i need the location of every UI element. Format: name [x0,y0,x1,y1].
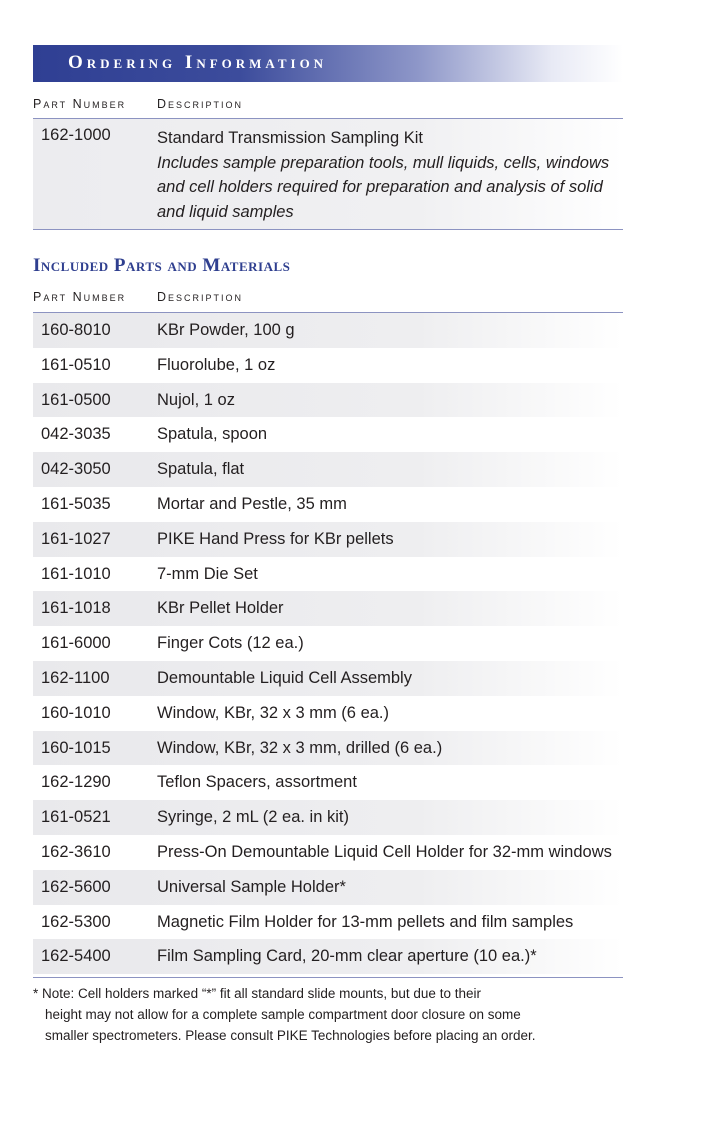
ordering-item-details: Includes sample preparation tools, mull liquids, cells, windows and cell holders required for preparation and analysis of solid and liquid samples [157,153,610,221]
table-row [33,731,623,766]
part-description: Syringe, 2 mL (2 ea. in kit) [157,808,349,827]
ordering-information-banner [33,45,623,82]
table-row [33,939,623,974]
included-parts-table [33,313,623,974]
table-row [33,591,623,626]
part-description: Window, KBr, 32 x 3 mm, drilled (6 ea.) [157,738,443,757]
table-row [33,626,623,661]
footnote-line: smaller spectrometers. Please consult PIKE Technologies before placing an order. [45,1028,536,1043]
table-row [33,905,623,940]
table-row [33,557,623,592]
table-row [33,487,623,522]
table-row [33,452,623,487]
part-number: 162-1100 [41,668,110,687]
table-row [33,696,623,731]
included-bottom-rule [33,977,623,978]
ordering-item-row [33,119,623,229]
part-description: Film Sampling Card, 20-mm clear aperture (10 ea.)* [157,947,537,966]
table-row [33,800,623,835]
ordering-information-title: Ordering Information [68,52,328,73]
ordering-item-name: Standard Transmission Sampling Kit [157,129,423,147]
part-number: 042-3035 [41,425,111,444]
part-description: Spatula, spoon [157,425,268,444]
part-description: Demountable Liquid Cell Assembly [157,668,412,687]
part-description: KBr Powder, 100 g [157,321,295,339]
part-description: Nujol, 1 oz [157,390,235,409]
description-header: Description [157,290,244,304]
part-number: 160-8010 [41,321,111,339]
part-description: Universal Sample Holder* [157,877,346,896]
included-parts-title: Included Parts and Materials [33,255,291,276]
part-description: Magnetic Film Holder for 13-mm pellets and film samples [157,912,574,931]
part-number: 160-1015 [41,738,111,757]
part-description: Press-On Demountable Liquid Cell Holder for 32-mm windows [157,842,612,861]
part-number: 162-5300 [41,912,111,931]
footnote [33,983,623,1046]
part-number: 161-1018 [41,599,111,618]
part-number: 161-1010 [41,564,111,583]
table-row [33,313,623,348]
part-number: 161-0521 [41,808,111,827]
table-row [33,765,623,800]
ordering-bottom-rule [33,229,623,230]
part-description: Finger Cots (12 ea.) [157,634,304,653]
table-row [33,417,623,452]
table-row [33,870,623,905]
part-number: 162-5600 [41,877,111,896]
footnote-line: * Note: Cell holders marked “*” fit all standard slide mounts, but due to their [33,986,481,1001]
part-number: 161-1027 [41,529,111,548]
part-description: PIKE Hand Press for KBr pellets [157,529,394,548]
part-description: KBr Pellet Holder [157,599,284,618]
ordering-description [157,126,627,224]
ordering-column-headers [33,94,623,118]
part-number: 161-0500 [41,390,111,409]
part-number: 161-0510 [41,355,111,374]
table-row [33,383,623,418]
part-number: 161-5035 [41,494,111,513]
part-description: 7-mm Die Set [157,564,258,583]
part-description: Fluorolube, 1 oz [157,355,276,374]
part-number: 162-3610 [41,842,111,861]
part-description: Spatula, flat [157,460,245,479]
part-number: 162-1290 [41,773,111,792]
footnote-line: height may not allow for a complete sample compartment door closure on some [45,1007,521,1022]
table-row [33,835,623,870]
part-number-header: Part Number [33,97,127,111]
part-description: Mortar and Pestle, 35 mm [157,494,347,513]
part-description: Teflon Spacers, assortment [157,773,357,792]
table-row [33,348,623,383]
part-number-header: Part Number [33,290,127,304]
part-number: 042-3050 [41,460,111,479]
part-number: 162-5400 [41,947,111,966]
table-row [33,522,623,557]
table-row [33,661,623,696]
part-number: 161-6000 [41,634,111,653]
ordering-part-number: 162-1000 [41,126,111,144]
description-header: Description [157,97,244,111]
part-description: Window, KBr, 32 x 3 mm (6 ea.) [157,703,389,722]
part-number: 160-1010 [41,703,111,722]
included-column-headers [33,287,623,311]
